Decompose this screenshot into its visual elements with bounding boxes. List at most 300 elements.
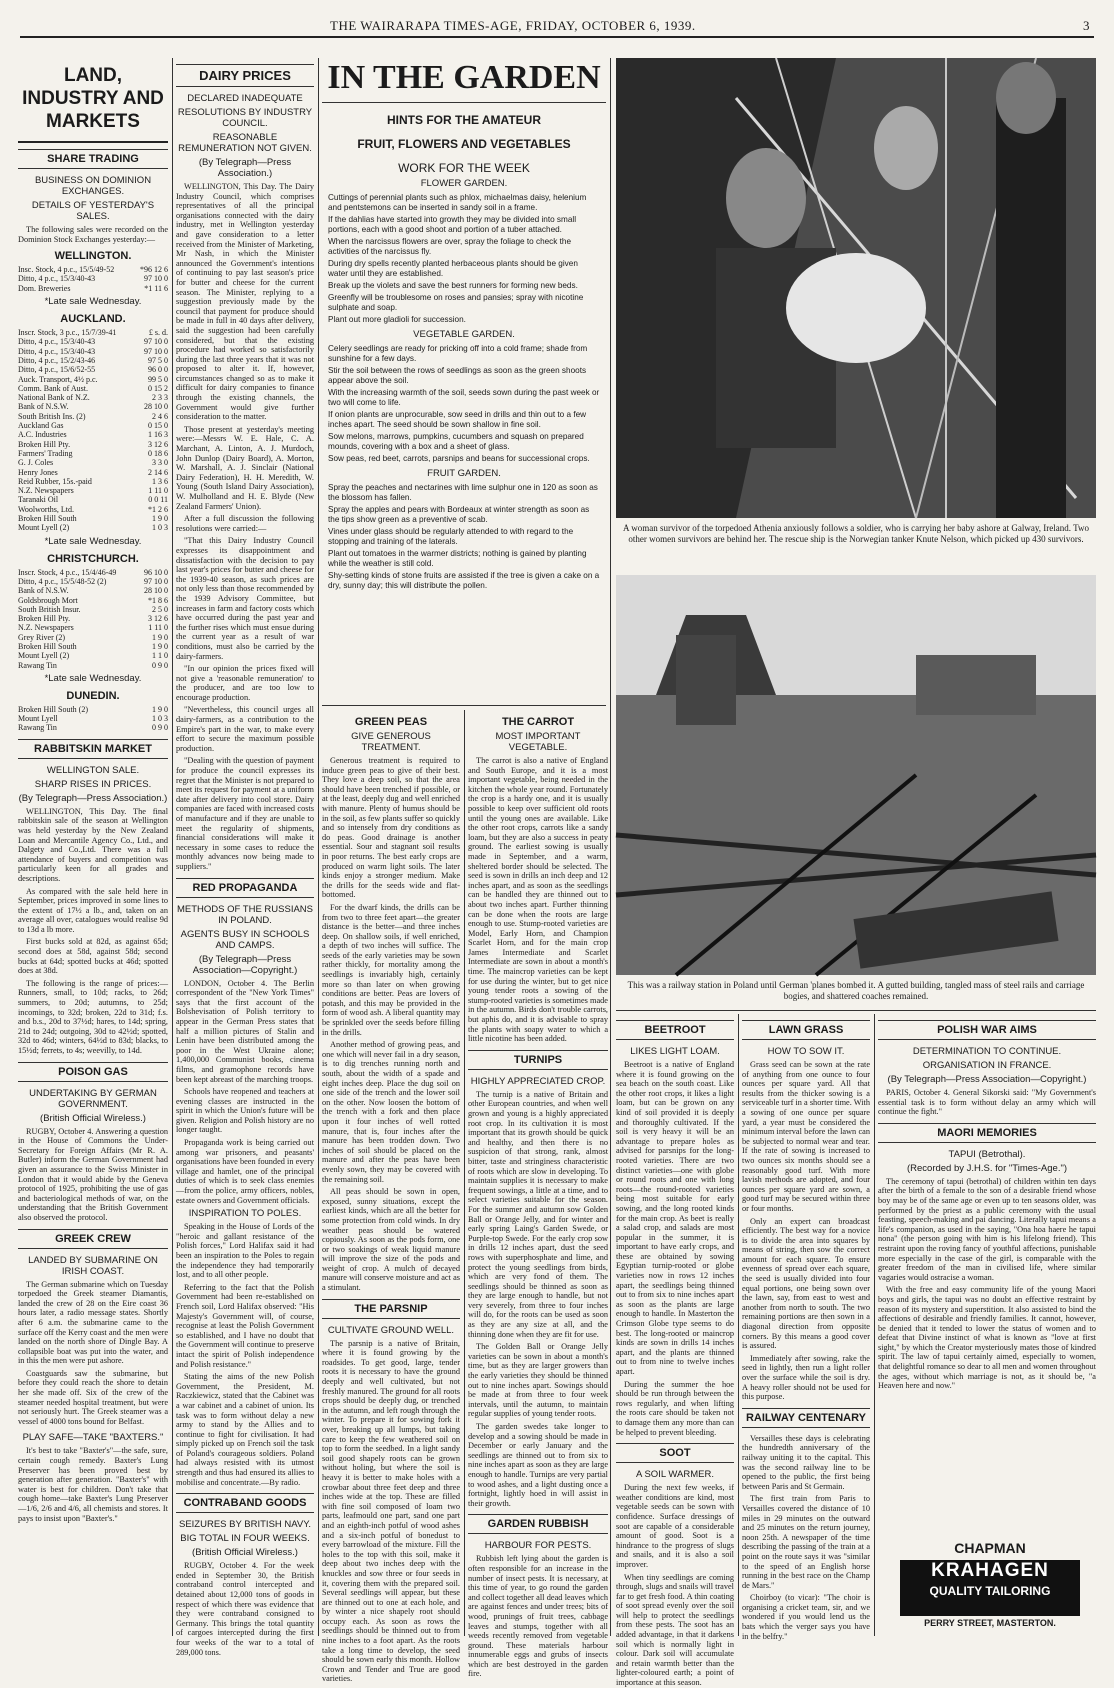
railway-title: RAILWAY CENTENARY bbox=[742, 1408, 870, 1428]
photo-railway-station bbox=[616, 575, 1096, 975]
stock-price: 0 15 0 bbox=[148, 421, 168, 431]
hint-item: Sow peas, red beet, carrots, parsnips and beans for successional crops. bbox=[328, 454, 590, 463]
stock-name: Broken Hill Pty. bbox=[18, 439, 71, 449]
maori-title: MAORI MEMORIES bbox=[878, 1123, 1096, 1143]
stock-name: Broken Hill South bbox=[18, 514, 77, 524]
parsnip-title: THE PARSNIP bbox=[322, 1299, 460, 1319]
turnips-body bbox=[468, 1090, 608, 1509]
paragraph: Schools have reopened and teachers at evening classes are instructed in the spirit in which the Union's future will be given. Religion and Polish history are no longer taught. bbox=[176, 1087, 314, 1135]
stock-row bbox=[18, 468, 168, 477]
parsnip-body bbox=[322, 1339, 460, 1684]
lawn-title: LAWN GRASS bbox=[742, 1020, 870, 1040]
share-intro: The following sales were recorded on the Dominion Stock Exchanges yesterday:— bbox=[18, 225, 168, 244]
stock-price: 3 3 0 bbox=[152, 458, 168, 468]
stock-name: Woolworths, Ltd. bbox=[18, 504, 75, 514]
rabbitskin-body bbox=[18, 807, 168, 1056]
stock-name: Rawang Tin bbox=[18, 660, 57, 670]
column-peas bbox=[322, 710, 460, 1684]
stock-name: Ditto, 4 p.c., 15/6/52-55 bbox=[18, 365, 96, 375]
stock-price: 28 10 0 bbox=[144, 586, 168, 596]
stock-price: 96 10 0 bbox=[144, 567, 168, 577]
stock-price: 1 9 0 bbox=[152, 514, 168, 524]
paragraph: Generous treatment is required to induce green peas to give of their best. They love a deep soil, so that the area should have been trenched if possible, or at the least, deeply dug and well enriched with manure. Plenty of humus should be in the soil, as few plants suffer so quickly and so intensely from dry conditions as do peas. Good drainage is another essential. Sour and stagnant soil results in poor returns. The best early crops are produced on warm light soils. The later kinds enjoy a stronger medium. Make the drills for the seeds wide and flat-bottomed. bbox=[322, 756, 460, 900]
rubbish-title: GARDEN RUBBISH bbox=[468, 1514, 608, 1534]
beetroot-title: BEETROOT bbox=[616, 1020, 734, 1040]
baxter-ad-title: PLAY SAFE—TAKE "BAXTERS." bbox=[22, 1432, 164, 1444]
stock-row bbox=[18, 633, 168, 642]
stock-price: 1 9 0 bbox=[152, 632, 168, 642]
hint-item: With the increasing warmth of the soil, seeds sown during the past week or two will come to life. bbox=[328, 388, 600, 407]
paragraph: LONDON, October 4. The Berlin correspondent of the "New York Times" says that the first account of the Bolshevisation of Polish territory to appear in the German Press states that half a million pictures of Stalin and Lenin have been distributed among the poor in the West Ukraine alone; 1,400,000 Communist books, cinema films, and gramophone records have been kept abreast of the marching troops. bbox=[176, 978, 314, 1084]
column-polish bbox=[878, 1014, 1096, 1554]
stock-name: Goldsbrough Mort bbox=[18, 595, 78, 605]
stock-row bbox=[18, 440, 168, 449]
contraband-sub: SEIZURES BY BRITISH NAVY. bbox=[179, 1519, 311, 1531]
stock-row bbox=[18, 596, 168, 605]
stock-row bbox=[18, 523, 168, 532]
carrot-body bbox=[468, 756, 608, 1044]
rabbitskin-sub2: SHARP RISES IN PRICES. bbox=[34, 778, 152, 790]
stock-row bbox=[18, 568, 168, 577]
paragraph: The parsnip is a native of Britain, where it is found growing by the roadsides. To get good, large, tender roots it is necessary to have the ground deeply and well cultivated, but not freshly manured. The ground for all roots crops should be deeply dug, or trenched in the autumn, and left rough through the winter. To prepare it for sowing fork it over, breaking up all lumps, but taking care to keep the few weathered soil on top to form the seedbed. In a light sandy soil good shapely roots can be grown without holing, but where the soil is heavy it is better to make holes with a crowbar about three feet deep and three inches wide at the top. These are filled with fine soil composed of loam two parts, leafmould one part, sand one part and an eighth-inch potful of wood ashes and a six-inch potful of bonedust to every barrowload of the mixture. Fill the holes to the top with this soil, make it deep about two inches deep with the knuckles and sow three or four seeds in it, covering them with the prepared soil. Several seedlings will appear, but these are thinned out to one at each hole, and by winter a nice shapely root should occupy each. As soon as rows the seedlings should be thinned out to from nine inches to a foot apart. As the roots take a long time to develop, the seed should be sown early this month. Hollow Crown and Tender and True are good varieties. bbox=[322, 1338, 460, 1684]
paragraph: The garden swedes take longer to develop and a sowing should be made in December or early January and the seedlings are thinned out to from six to nine inches apart as soon as they are large enough to handle. Turnips are very partial to wood ashes, and a light dusting once a fortnight, lightly hoed in will assist in their growth. bbox=[468, 1422, 608, 1508]
page-number: 3 bbox=[1083, 18, 1090, 33]
stock-row bbox=[18, 265, 168, 274]
stock-row bbox=[18, 495, 168, 504]
share-trading-title: SHARE TRADING bbox=[18, 149, 168, 169]
contraband-title: CONTRABAND GOODS bbox=[176, 1493, 314, 1513]
stock-row bbox=[18, 365, 168, 374]
paragraph: "In our opinion the prices fixed will not give a 'reasonable remuneration' to the producer, and are too low to encourage production. bbox=[176, 664, 314, 702]
stock-name: Farmers' Trading bbox=[18, 448, 73, 458]
red-sub2: AGENTS BUSY IN SCHOOLS AND CAMPS. bbox=[180, 928, 310, 951]
paragraph: The following is the range of prices:—Runners, small, to 10d; racks, to 26d; summers, to 20d; autumns, to 25d; incomings, to 32d; broken, 22d to 31d; f.s. and b.s., 20d to 37½d; hares, to 14d; spring, 21d to 24d; outgoing, 30d to 42½d; spotted, 32d to 46d; winters, 64½d to 83d; blacks, to 15½d; ferrets, to 4s; weevilly, to 14d. bbox=[18, 978, 168, 1056]
divider bbox=[616, 1010, 1096, 1011]
paragraph: The Golden Ball or Orange Jelly varieties can be sown in about a month's time, but as they are larger growers than the early varieties they should be thinned out to nine inches apart. Sowings should be made at from three to four week intervals, until the autumn, to maintain regular supplies of young tender roots. bbox=[468, 1342, 608, 1419]
garden-section bbox=[322, 58, 606, 698]
stock-price: 0 18 6 bbox=[148, 448, 168, 458]
peas-sub: GIVE GENEROUS TREATMENT. bbox=[351, 731, 431, 753]
stock-name: Henry Jones bbox=[18, 467, 58, 477]
stock-name: Auckland Gas bbox=[18, 421, 64, 431]
stock-row bbox=[18, 328, 168, 337]
paragraph: "That this Dairy Industry Council expresses its disappointment and dissatisfaction with the decision to pay last year's prices for butter and cheese for the 1939-40 season, as such prices are not only less than those recommended by the 1939 Advisory Committee, but increases in farm and factory costs which have occurred during the past year and the further rises which must ensue during the current year as a result of war conditions, must also be carried by the dairy-farmers. bbox=[176, 536, 314, 661]
stock-row bbox=[18, 430, 168, 439]
turnips-sub: HIGHLY APPRECIATED CROP. bbox=[470, 1075, 606, 1087]
dairy-byline: (By Telegraph—Press Association.) bbox=[198, 157, 292, 179]
maori-sub: TAPUI (Betrothal). bbox=[948, 1148, 1026, 1160]
christchurch-table bbox=[18, 568, 168, 670]
paragraph: WELLINGTON, This Day. The Dairy Industry Council, which comprises representatives of all the principal organisations connected with the dairy industry, met in Wellington yesterday and gave consideration to a letter received from the Minister of Marketing, Mr Nash, in which the Minister announced the Government's intentions of continuing to pay last season's price for butter and cheese for the current season. The Minister, replying to a suggestion previously made by the council that payment for produce should be made in full in 40 days after delivery, said the suggestion had been carefully considered, but that the existing procedure had worked so satisfactorily during the last three years that it was not proposed to alter it. If, however, circumstances changed so as to make it difficult for dairy companies to finance through the existing channels, the Government would give further consideration to the matter. bbox=[176, 182, 314, 422]
stock-row bbox=[18, 337, 168, 346]
stock-price: *96 12 6 bbox=[140, 265, 168, 275]
paragraph: Those present at yesterday's meeting were:—Messrs W. E. Hale, C. A. Marchant, A. Linton, A. J. Murdoch, John Dunlop (Dairy Board), A. Morton, W. Marshall, A. J. Sinclair (National Dairy Federation), H. H. Meredith, W. Young (South Island Dairy Association), W. Mulholland and H. E. Blyde (New Zealand Farmers' Union). bbox=[176, 424, 314, 511]
dunedin-label: DUNEDIN. bbox=[66, 689, 120, 702]
polish-sub: DETERMINATION TO CONTINUE. bbox=[912, 1046, 1062, 1057]
stock-price: 2 5 0 bbox=[152, 604, 168, 614]
peas-body bbox=[322, 756, 460, 1293]
red-body bbox=[176, 979, 314, 1206]
hint-item: Greenfly will be troublesome on roses and pansies; spray with nicotine sulphate and soap. bbox=[328, 293, 584, 312]
column-rule bbox=[738, 1014, 739, 1636]
stock-name: Bank of N.S.W. bbox=[18, 402, 69, 412]
stock-row bbox=[18, 514, 168, 523]
polish-body bbox=[878, 1088, 1096, 1117]
stock-row bbox=[18, 486, 168, 495]
stock-name: Ditto, 4 p.c., 15/3/40-43 bbox=[18, 337, 96, 347]
stock-row bbox=[18, 586, 168, 595]
stock-name: National Bank of N.Z. bbox=[18, 393, 90, 403]
red-sub: METHODS OF THE RUSSIANS IN POLAND. bbox=[176, 903, 313, 926]
garden-divider bbox=[322, 705, 606, 706]
rabbitskin-title: RABBITSKIN MARKET bbox=[18, 739, 168, 759]
hint-item: Cuttings of perennial plants such as phlox, michaelmas daisy, helenium and pentstemons can be inserted in sandy soil in a frame. bbox=[328, 193, 587, 212]
paragraph: As compared with the sale held here in September, prices improved in some lines to the extent of 17½ a lb., and, taken on an average all over, catalogues would realise 9d to 13d a lb more. bbox=[18, 886, 168, 934]
soot-sub: A SOIL WARMER. bbox=[636, 1469, 714, 1481]
photo-athenia-survivor bbox=[616, 58, 1096, 518]
photo-railway-caption: This was a railway station in Poland until German 'planes bombed it. A gutted building, tangled mass of steel rails and carriage bogies, and shattered coaches remained. bbox=[627, 980, 1085, 1001]
paragraph: With the free and easy community life of the young Maori boys and girls, the tapui was no doubt an effective restraint by reason of its mystery and superstition. It also assisted to bind the affections of desirable and friendly families. It cannot, however, be denied that it tended to lower the status of women and to defeat that Divine instinct of what is known as "love at first sight," by which the Creator mysteriously mates those of kindred spirit. The law of tapui certainly aimed, especially to women, that delightful romance so dear to all men and women throughout the ages, without which marriage is not, as it should be, "a Heaven here and now." bbox=[878, 1285, 1096, 1391]
ad-line-1: KRAHAGEN bbox=[931, 1560, 1049, 1581]
poison-gas-sub: UNDERTAKING BY GERMAN GOVERNMENT. bbox=[29, 1087, 157, 1110]
hint-item: Shy-setting kinds of stone fruits are assisted if the tree is given a cake on a dry, sunny day; this will distribute the pollen. bbox=[328, 571, 600, 590]
stock-row bbox=[18, 477, 168, 486]
stock-row bbox=[18, 347, 168, 356]
paragraph: The carrot is also a native of England and South Europe, and it is a most important vegetable, being needed in the kitchen the whole year round. Fortunately the crop is a hardy one, and it is usually possible to keep over sufficient old roots until the young ones are available. Like the other root crops, carrots like a sandy loam, but they are also a success in peaty ground. The earliest sowing is usually made in September, and a warm, sheltered border should be selected. The seed is sown in drills an inch deep and 12 inches apart, and as soon as the seedlings can be handled they are thinned out to about two inches apart. Further thinning can be done when the roots are large enough to use. Stump-rooted varieties are Model, Early Horn, and Champion Scarlet Horn, and for the main crop James Intermediate and Scarlet Intermediate are sown in about a month's time. The maincrop varieties can be kept for use during the winter, but to get nice young tender roots a sowing of the stump-rooted varieties is sometimes made in the autumn. Birds don't trouble carrots, but aphis do, and it is advisable to spray the plants with soapy water to which a little nicotine has been added. bbox=[468, 756, 608, 1044]
polish-title: POLISH WAR AIMS bbox=[878, 1020, 1096, 1040]
lawn-body bbox=[742, 1060, 870, 1402]
stock-price: 1 3 6 bbox=[152, 476, 168, 486]
paragraph: PARIS, October 4. General Sikorski said: "My Government's essential task is to form without delay an army which will continue the fight." bbox=[878, 1088, 1096, 1117]
stock-price: 2 14 6 bbox=[148, 467, 168, 477]
stock-row bbox=[18, 384, 168, 393]
hint-item: If the dahlias have started into growth they may be divided into small portions, each with a good shoot and portion of a tuber attached. bbox=[328, 215, 577, 234]
veg-label: VEGETABLE GARDEN. bbox=[413, 329, 515, 340]
paragraph: The turnip is a native of Britain and other European countries, and when well grown and young is a highly appreciated root crop. In its cultivation it is most important that its growth should be quick and healthy, and then there is no suspicion of that strong, rank, almost bitter, taste and stringiness characteristic of roots which are slow in developing. To maintain supplies it is necessary to make frequent sowings, a little at a time, and to select varieties suitable for the season. For the summer and autumn sow Golden Ball or Orange Jelly, and for winter and early spring Laing's Garden Swede, or Purple-top Swede. For the early crop sow in drills 12 inches apart, dust the seed rows with superphosphate and lime, and protect the young seedlings from birds, which are very fond of them. The seedlings should be thinned as soon as they are large enough to handle, but not very severely, from three to four inches will do, for the roots can be used as soon as they are any size at all, and the thinning done when they are fit for use. bbox=[468, 1089, 608, 1339]
section-heading-markets: LAND, INDUSTRY AND MARKETS bbox=[18, 58, 168, 143]
stock-name: A.C. Industries bbox=[18, 430, 67, 440]
paragraph: WELLINGTON, This Day. The final rabbitskin sale of the season at Wellington was held yesterday by the New Zealand Loan and Mercantile Agency Co., Ltd., and Dalgety and Co.,Ltd. There was a full attendance of buyers and competition was particularly keen for all grades and descriptions. bbox=[18, 806, 168, 883]
stock-name: N.Z. Newspapers bbox=[18, 623, 74, 633]
paragraph: For the dwarf kinds, the drills can be from two to three feet apart—the greater distance is the better—and three inches deep. On shallow soils, if well enriched, a depth of two inches will suffice. The seeds of the early varieties may be sown rather thickly, for mortality among the seedlings is invariably high, certainly more so than later on when growing conditions are better. Peas are lovers of potash, and this may be provided in the form of wood ash. A liberal quantity may be sprinkled over the seeds before filling in the drills. bbox=[322, 902, 460, 1037]
paragraph: Beetroot is a native of England where it is found growing on the sea beach on the south coast. Like the other root crops, it likes a light loam, but can be grown on any kind of soil provided it is deeply and thoroughly cultivated. If the soil is very heavy it will be an advantage to prepare holes as advised for parsnips for the long-rooted varieties. There are two distinct varieties—one with globe or round roots and one with long roots—the round-rooted varieties being most suitable for early sowing, and the long rooted kinds for the main crop. As beet is really a salad crop, and salads are most popular in the summer, it is important to have early crops, and these are obtained by sowing Egyptian turnip-rooted or globe varieties now in rows 12 inches apart, the seedlings being thinned out to from six to nine inches apart as soon as the plants are large enough to handle. In Masterton the Crimson Globe type seems to do best. The long-rooted or maincrop kinds are sown in drills 14 inches apart, and the plants are thinned out to from nine to twelve inches apart. bbox=[616, 1060, 734, 1376]
photo-athenia-caption: A woman survivor of the torpedoed Athenia anxiously follows a soldier, who is carrying her baby ashore at Galway, Ireland. Two other women survivors are behind her. The rescue ship is the Norwegian tanker Knute Nelson, which picked up 430 survivors. bbox=[623, 523, 1089, 544]
stock-price: 28 10 0 bbox=[144, 402, 168, 412]
paragraph: Rubbish left lying about the garden is often responsible for an increase in the number of insect pests. It is necessary, at this time of year, to go round the garden and collect together all dead leaves which are against fences and under trees; bits of wood, prunings of fruit trees, cabbage leaves and stumps, together with all weeds recently removed from vegetable ground. These materials harbour innumerable eggs and grubs of insects which are best destroyed in the garden fire. bbox=[468, 1554, 608, 1679]
polish-sub2: ORGANISATION IN FRANCE. bbox=[922, 1060, 1052, 1071]
stock-price: 0 0 11 bbox=[148, 495, 168, 505]
stock-price: 99 5 0 bbox=[148, 374, 168, 384]
paragraph: Stating the aims of the new Polish Government, the President, M. Raczkiewicz, stated that the Cabinet was a war cabinet and a cabinet of union. Its task was to form without delay a new army to stand by the Allies and to continue to fight for civilisation. It had simply picked up on French soil the task of Poland's courageous soldiers. Poland had always resisted with its utmost strength and thus had ensured its allies to mobilise and concentrate.—By radio. bbox=[176, 1372, 314, 1487]
column-lawn bbox=[742, 1014, 870, 1641]
paragraph: When tiny seedlings are coming through, slugs and snails will travel far to get fresh food. A thin coating of soot spread evenly over the soil will help to protect the seedlings from these pests. The soot has an added advantage, in that it darkens soil which is normally light in colour. Dark soil will accumulate and retain warmth better than the lighter-coloured earth; a point of importance at this season. bbox=[616, 1572, 734, 1688]
stock-price: *1 2 6 bbox=[148, 504, 168, 514]
baxter-ad-body: It's best to take "Baxter's"—the safe, sure, certain cough remedy. Baxter's Lung Preserver has been proved best by generation after generation. "Baxter's" with water is best for children. Don't take that cough home—take Baxter's Lung Preserver—1/6, 2/6 and 4/6, all chemists and stores. It pays to insist upon "Baxter's." bbox=[18, 1446, 168, 1523]
stock-row bbox=[18, 605, 168, 614]
dairy-prices-title: DAIRY PRICES bbox=[176, 64, 314, 87]
stock-row bbox=[18, 505, 168, 514]
stock-price: 0 15 2 bbox=[148, 383, 168, 393]
polish-byline: (By Telegraph—Press Association—Copyright.) bbox=[887, 1074, 1087, 1085]
paragraph: First bucks sold at 82d, as against 65d; second does at 58d, against 58d; second bucks at 64d; spotted bucks at 46d; spotted does at 38d. bbox=[18, 937, 168, 976]
paragraph: RUGBY, October 4. Answering a question in the House of Commons the Under-Secretary for Foreign Affairs (Mr R. A. Butler) inform the German Government had given an assurance to the Swiss Minister in London that it would abide by the Geneva protocol of 1925, prohibiting the use of gas and bacteriological methods of war, on the understanding that the British Government also observed the protocol. bbox=[18, 1126, 168, 1222]
stock-row bbox=[18, 274, 168, 283]
paragraph: The ceremony of tapui (betrothal) of children within ten days after the birth of a female to the son of a desirable friend whose boy may be of the same age or even up to ten seasons older, was performed by the priest as a public ceremony with the usual feasting, speech-making and pai dancing. Literally tapui means a life's companion, as used in the saying, "Ona hoa haere he tapui nona" (the person going with him is his lifelong friend). This restraint upon the roving fancy of youthful affections, punishable more especially in the case of the girl, is comparable with the greater freedom of the man in civilised life, where similar vagaries would ostracise a woman. bbox=[878, 1176, 1096, 1282]
paragraph: Another method of growing peas, and one which will never fail in a dry season, is to dig trenches running north and south, about the width of a spade and eight inches deep. Place the dug soil on one side of the trench and the lower soil on the other. Now loosen the bottom of the trench with a fork and then place upon it four inches of well rotted manure, that is, four inches after the manure has been trodden down. Two inches of soil should be placed on the manure and after the peas have been evenly sown, they may be covered with the remaining soil. bbox=[322, 1040, 460, 1184]
greek-crew-title: GREEK CREW bbox=[18, 1229, 168, 1249]
stock-name: Mount Lyell bbox=[18, 714, 58, 724]
christchurch-label: CHRISTCHURCH. bbox=[47, 552, 139, 565]
column-rule bbox=[464, 710, 465, 1636]
wellington-note: *Late sale Wednesday. bbox=[44, 296, 142, 308]
stock-price: 2 4 6 bbox=[152, 411, 168, 421]
column-carrot bbox=[468, 710, 608, 1679]
stock-row bbox=[18, 393, 168, 402]
paragraph: Only an expert can broadcast efficiently. The best way for a novice is to divide the area into squares by means of string, then sow the correct amount for each square. To ensure evenness of spread over each square, the seed is usually divided into four equal portions, one being sown over the lawn, say, from east to west and another from north to south. The two remaining portions are then sown in a diagonal direction from opposite corners. By this means a good cover is assured. bbox=[742, 1216, 870, 1351]
ad-line-3: QUALITY TAILORING bbox=[929, 1584, 1051, 1598]
stock-price: 0 9 0 bbox=[152, 723, 168, 733]
stock-row bbox=[18, 623, 168, 632]
stock-price: 97 5 0 bbox=[148, 355, 168, 365]
stock-name: Ditto, 4 p.c., 15/3/40-43 bbox=[18, 274, 96, 284]
paragraph: All peas should be sown in open, exposed, sunny situations, except the earliest kinds, which are all the better for some protection from cold winds. In dry weather peas should be watered copiously. As soon as the pods form, one or two soakings of weak liquid manure will improve the size of the pods and weight of crop. A mulch of decayed manure will conserve moisture and act as a stimulant. bbox=[322, 1187, 460, 1293]
dairy-sub2: RESOLUTIONS BY INDUSTRY COUNCIL. bbox=[177, 107, 313, 129]
red-propaganda-title: RED PROPAGANDA bbox=[176, 878, 314, 898]
masthead bbox=[20, 14, 1094, 38]
stock-name: Comm. Bank of Aust. bbox=[18, 383, 89, 393]
stock-row bbox=[18, 723, 168, 732]
wellington-table bbox=[18, 265, 168, 293]
stock-row bbox=[18, 412, 168, 421]
masthead-title: THE WAIRARAPA TIMES-AGE, FRIDAY, OCTOBER 6, 1939. bbox=[330, 18, 696, 33]
hint-item: Plant out tomatoes in the warmer districts; nothing is gained by planting while the weather is still cold. bbox=[328, 549, 587, 568]
dairy-sub: DECLARED INADEQUATE bbox=[187, 93, 303, 104]
rabbitskin-byline: (By Telegraph—Press Association.) bbox=[18, 792, 168, 804]
contraband-sub2: BIG TOTAL IN FOUR WEEKS. bbox=[180, 1533, 310, 1545]
stock-row bbox=[18, 458, 168, 467]
stock-row bbox=[18, 402, 168, 411]
wellington-label: WELLINGTON. bbox=[54, 250, 132, 263]
paragraph: During the next few weeks, if weather conditions are kind, most vegetable seeds can be sown with confidence. Surface dressings of soot are capable of a considerable amount of good. Soot is a hindrance to the progress of slugs and snails, and it is also a soil improver. bbox=[616, 1483, 734, 1569]
dairy-sub3: REASONABLE REMUNERATION NOT GIVEN. bbox=[178, 132, 312, 154]
paragraph: "Nevertheless, this council urges all dairy-farmers, as a contribution to the Empire's part in the war, to make every effort to secure the maximum possible production. bbox=[176, 705, 314, 753]
stock-row bbox=[18, 642, 168, 651]
fruit-list bbox=[328, 483, 600, 591]
paragraph: "Dealing with the question of payment for produce the council expresses its regret that the Minister is not prepared to meet its request for payment at a uniform date after delivery into cool store. Dairy companies are faced with increased costs of manufacture and if they are unable to meet the regularity of shipments, financial considerations will make it necessary in some cases to reduce the monthly advances now being made to suppliers." bbox=[176, 756, 314, 871]
choirboy-joke: Choirboy (to vicar): "The choir is organising a cricket team, sir, and we wondered if you would lend us the bats which the verger says you have in the belfry." bbox=[742, 1593, 870, 1641]
ad-address: PERRY STREET, MASTERTON. bbox=[924, 1618, 1056, 1628]
stock-price: 96 0 0 bbox=[148, 365, 168, 375]
stock-row bbox=[18, 284, 168, 293]
carrot-title: THE CARROT bbox=[501, 716, 575, 728]
garden-title: IN THE GARDEN bbox=[322, 58, 606, 103]
stock-name: Broken Hill Pty. bbox=[18, 614, 71, 624]
hint-item: Plant out more gladioli for succession. bbox=[328, 315, 466, 324]
stock-name: Ditto, 4 p.c., 15/5/48-52 (2) bbox=[18, 576, 107, 586]
stock-price: 1 16 3 bbox=[148, 430, 168, 440]
contraband-body bbox=[176, 1561, 314, 1657]
stock-row bbox=[18, 705, 168, 714]
column-markets bbox=[18, 58, 168, 1636]
garden-sub: HINTS FOR THE AMATEUR bbox=[387, 113, 541, 127]
flower-list bbox=[328, 193, 600, 325]
rubbish-sub: HARBOUR FOR PESTS. bbox=[484, 1540, 592, 1552]
stock-price: 1 11 0 bbox=[148, 486, 168, 496]
column-dairy bbox=[176, 58, 315, 1657]
photo-athenia-image bbox=[616, 58, 1096, 518]
soot-title: SOOT bbox=[616, 1443, 734, 1463]
stock-price: *1 8 6 bbox=[148, 595, 168, 605]
stock-name: Inscr. Stock, 4 p.c., 15/4/46-49 bbox=[18, 567, 117, 577]
railway-body bbox=[742, 1434, 870, 1591]
column-beetroot bbox=[616, 1014, 734, 1688]
paragraph: Coastguards saw the submarine, but before they could reach the shore to detain her she made off. Six of the crew of the steamer needed hospital treatment, but were not seriously hurt. The Greek steamer was a vessel of 4000 tons bound for Belfast. bbox=[18, 1368, 168, 1426]
maori-body bbox=[878, 1177, 1096, 1391]
paragraph: The first train from Paris to Versailles covered the distance of 10 miles in 29 minutes on the outward and 25 minutes on the return journey, noon 25th. A newspaper of the time describing the passing of the train at a point on the route says it was "similar to the speed of an English horse running in the best race on the Champ de Mars." bbox=[742, 1494, 870, 1590]
soot-body bbox=[616, 1483, 734, 1687]
hint-item: If onion plants are unprocurable, sow seed in drills and thin out to a few inches apart. The seed should be sown shallow in fine soil. bbox=[328, 410, 587, 429]
stock-price: 1 11 0 bbox=[148, 623, 168, 633]
stock-row bbox=[18, 661, 168, 670]
stock-price: £ s. d. bbox=[148, 328, 168, 338]
stock-name: Mount Lyell (2) bbox=[18, 523, 70, 533]
auckland-label: AUCKLAND. bbox=[60, 313, 126, 326]
stock-row bbox=[18, 577, 168, 586]
stock-price: 2 3 3 bbox=[152, 393, 168, 403]
stock-price: 1 9 0 bbox=[152, 641, 168, 651]
parsnip-sub: CULTIVATE GROUND WELL. bbox=[327, 1324, 455, 1336]
hint-item: When the narcissus flowers are over, spray the foliage to check the activities of the narcissus fly. bbox=[328, 237, 572, 256]
paragraph: RUGBY, October 4. For the week ended in September 30, the British contraband control intercepted and detained about 12,000 tons of goods in respect of which there was evidence that they were contraband consigned to Germany. This brings the total quantity of cargoes intercepted during the first four weeks of the war to a total of 289,000 tons. bbox=[176, 1561, 314, 1657]
stock-price: 1 0 3 bbox=[152, 523, 168, 533]
column-rule bbox=[874, 1014, 875, 1636]
stock-row bbox=[18, 614, 168, 623]
beetroot-sub: LIKES LIGHT LOAM. bbox=[630, 1046, 720, 1057]
stock-name: Taranaki Oil bbox=[18, 495, 59, 505]
stock-name: Insc. Stock, 4 p.c., 15/5/49-52 bbox=[18, 265, 115, 275]
stock-price: 3 12 6 bbox=[148, 439, 168, 449]
paragraph: During the summer the hoe should be run through between the rows regularly, and when lifting the roots care should be taken not to damage them any more than can be helped to prevent bleeding. bbox=[616, 1379, 734, 1437]
hint-item: Sow melons, marrows, pumpkins, cucumbers and squash on prepared mounds, covering with a box and a sheet of glass. bbox=[328, 432, 584, 451]
stock-name: South British Insur. bbox=[18, 604, 81, 614]
greek-crew-body bbox=[18, 1280, 168, 1427]
rubbish-body bbox=[468, 1554, 608, 1679]
stock-name: Inscr. Stock, 3 p.c., 15/7/39-41 bbox=[18, 328, 117, 338]
garden-sub2: FRUIT, FLOWERS AND VEGETABLES bbox=[357, 137, 571, 151]
krahagen-chapman-ad bbox=[900, 1560, 1080, 1616]
hint-item: Spray the peaches and nectarines with lime sulphur one in 120 as soon as the blossom has fallen. bbox=[328, 483, 598, 502]
share-trading-sub: BUSINESS ON DOMINION EXCHANGES. bbox=[34, 175, 152, 197]
stock-row bbox=[18, 375, 168, 384]
garden-sub3: WORK FOR THE WEEK bbox=[398, 161, 530, 175]
hint-item: Stir the soil between the rows of seedlings as soon as the green shoots appear above the soil. bbox=[328, 366, 587, 385]
stock-price: 1 9 0 bbox=[152, 704, 168, 714]
greek-crew-sub: LANDED BY SUBMARINE ON IRISH COAST. bbox=[28, 1254, 158, 1277]
hint-item: During dry spells recently planted herbaceous plants should be given water until they are established. bbox=[328, 259, 578, 278]
stock-name: Ditto, 4 p.c., 15/2/43-46 bbox=[18, 355, 96, 365]
stock-name: Reid Rubber, 15s.-paid bbox=[18, 476, 92, 486]
ad-line-2: CHAPMAN bbox=[954, 1540, 1026, 1556]
hint-item: Celery seedlings are ready for pricking off into a cold frame; shade from sunshine for a few days. bbox=[328, 344, 588, 363]
beetroot-body bbox=[616, 1060, 734, 1437]
stock-name: Broken Hill South bbox=[18, 641, 77, 651]
fruit-label: FRUIT GARDEN. bbox=[427, 468, 501, 479]
flower-label: FLOWER GARDEN. bbox=[420, 178, 508, 189]
paragraph: Grass seed can be sown at the rate of anything from one ounce to four ounces per square yard. All that results from the thicker sowing is a serviceable turf in a shorter time. With a sowing of one ounce per square yard, a year must be considered the minimum interval before the lawn can be subjected to normal wear and tear. If the rate of sowing is increased to two ounces six months should see a reasonably good turf. With more lavish methods are adopted, and four ounces per square yard are sown, a good turf may be secured within three or four months. bbox=[742, 1060, 870, 1213]
stock-name: Auck. Transport, 4½ p.c. bbox=[18, 374, 98, 384]
poison-gas-title: POISON GAS bbox=[18, 1062, 168, 1082]
hint-item: Break up the violets and save the best runners for forming new beds. bbox=[328, 281, 578, 290]
stock-price: 97 10 0 bbox=[144, 576, 168, 586]
dairy-body bbox=[176, 182, 314, 872]
stock-name: Bank of N.S.W. bbox=[18, 586, 69, 596]
auckland-table bbox=[18, 328, 168, 533]
share-trading-details: DETAILS OF YESTERDAY'S SALES. bbox=[31, 200, 155, 222]
stock-row bbox=[18, 714, 168, 723]
stock-name: G. J. Coles bbox=[18, 458, 54, 468]
contraband-byline: (British Official Wireless.) bbox=[192, 1547, 298, 1559]
dunedin-table bbox=[18, 705, 168, 733]
paragraph: After a full discussion the following resolutions were carried:— bbox=[176, 514, 314, 533]
paragraph: Versailles these days is celebrating the hundredth anniversary of the railway uniting it to the capital. This was the second railway line to be opened to the public, the first being between Paris and St Germain. bbox=[742, 1433, 870, 1491]
paragraph: Speaking in the House of Lords of the "heroic and gallant resistance of the Polish forces," Lord Halifax said it had been an inspiration to the Poles to regain the independence they had temporarily lost, and to all other people. bbox=[176, 1222, 314, 1280]
stock-name: Rawang Tin bbox=[18, 723, 57, 733]
christchurch-note: *Late sale Wednesday. bbox=[44, 672, 142, 684]
stock-name: Ditto, 4 p.c., 15/3/40-43 bbox=[18, 346, 96, 356]
stock-row bbox=[18, 449, 168, 458]
stock-price: 1 0 3 bbox=[152, 714, 168, 724]
stock-row bbox=[18, 651, 168, 660]
stock-price: 0 9 0 bbox=[152, 660, 168, 670]
stock-price: 1 1 0 bbox=[152, 651, 168, 661]
paragraph: Propaganda work is being carried out among war prisoners, and peasants' organisations have been founded in every village and hamlet, one of the principal duties of which is to seek class enemies—from the police, army officers, nobles, estate owners and Government officials. bbox=[176, 1138, 314, 1205]
red-body-2 bbox=[176, 1222, 314, 1487]
peas-title: GREEN PEAS bbox=[354, 716, 428, 728]
photo-railway-image bbox=[616, 575, 1096, 975]
paragraph: Referring to the fact that the Polish Government had been re-established on French soil, Lord Halifax observed: "His Majesty's Government will, of course, recognise at least the Polish Government so established, and I have no doubt that the Government will continue to preserve intact the spirit of Polish independence and Polish resistance." bbox=[176, 1282, 315, 1369]
turnips-title: TURNIPS bbox=[468, 1050, 608, 1070]
stock-price: *1 11 6 bbox=[144, 283, 168, 293]
paragraph: The German submarine which on Tuesday torpedoed the Greek steamer Diamantis, landed the crew of 28 on the Eire coast 36 hours later, a radio message states. Shortly after 6 a.m. the submarine came to the surface off the Kerry coast and the men were landed on the north shore of Dingle Bay. A collapsible boat was put into the water, and in this the men were put ashore. bbox=[18, 1279, 168, 1366]
stock-name: Mount Lyell (2) bbox=[18, 651, 70, 661]
stock-row bbox=[18, 421, 168, 430]
veg-list bbox=[328, 344, 600, 464]
column-rule bbox=[172, 58, 173, 1636]
rabbitskin-sub: WELLINGTON SALE. bbox=[46, 764, 140, 776]
red-byline: (By Telegraph—Press Association—Copyright.) bbox=[192, 953, 298, 976]
poison-gas-byline: (British Official Wireless.) bbox=[40, 1112, 146, 1124]
stock-name: Dom. Breweries bbox=[18, 283, 71, 293]
stock-price: 3 12 6 bbox=[148, 614, 168, 624]
stock-name: Grey River (2) bbox=[18, 632, 66, 642]
stock-name: South British Ins. (2) bbox=[18, 411, 86, 421]
column-rule bbox=[610, 58, 611, 1636]
column-rule bbox=[318, 58, 319, 1636]
stock-name: N.Z. Newspapers bbox=[18, 486, 74, 496]
stock-name: Broken Hill South (2) bbox=[18, 704, 88, 714]
auckland-note: *Late sale Wednesday. bbox=[44, 535, 142, 547]
carrot-sub: MOST IMPORTANT VEGETABLE. bbox=[495, 731, 581, 753]
red-insp: INSPIRATION TO POLES. bbox=[188, 1208, 302, 1220]
stock-price: 97 10 0 bbox=[144, 337, 168, 347]
paragraph: Immediately after sowing, rake the seed in lightly, then run a light roller over the surface while the soil is dry. A heavy roller should not be used for this purpose. bbox=[742, 1353, 870, 1402]
stock-price: 97 10 0 bbox=[144, 346, 168, 356]
poison-gas-body bbox=[18, 1127, 168, 1223]
stock-price: 97 10 0 bbox=[144, 274, 168, 284]
lawn-sub: HOW TO SOW IT. bbox=[767, 1046, 845, 1057]
stock-row bbox=[18, 356, 168, 365]
hint-item: Vines under glass should be regularly attended to with regard to the stopping and training of the laterals. bbox=[328, 527, 574, 546]
